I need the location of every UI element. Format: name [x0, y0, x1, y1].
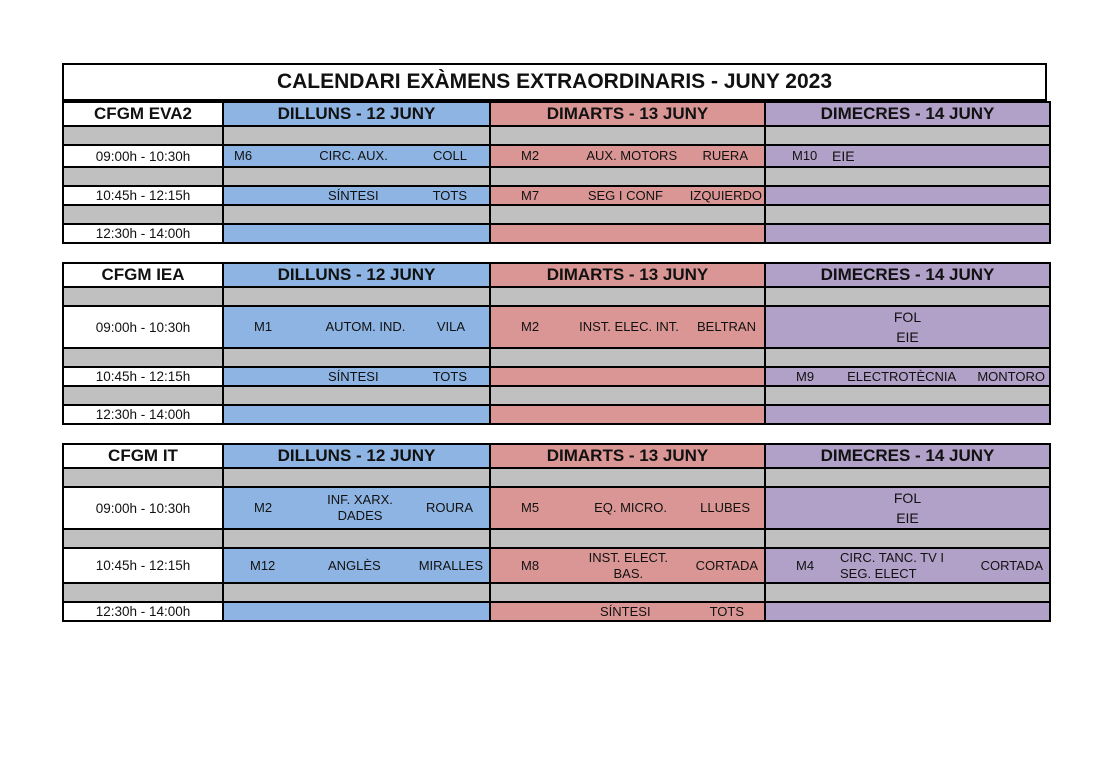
exam-cell-wednesday: [765, 186, 1050, 205]
exam-cell-wednesday: [765, 548, 1050, 583]
time-slot-row: [63, 405, 1050, 424]
time-slot-row: [63, 186, 1050, 205]
module-code: M2: [254, 500, 273, 515]
exam-cell-monday: [223, 548, 490, 583]
teacher-name: VILA: [436, 319, 465, 334]
module-code: M7: [521, 187, 540, 203]
subject-line: BAS.: [613, 565, 644, 581]
exam-cell-monday: [223, 306, 490, 348]
exam-cell-tuesday: [490, 487, 765, 529]
day-header-tuesday: DIMARTS - 13 JUNY: [490, 102, 765, 126]
gap-row: [63, 468, 1050, 487]
exam-cell-tuesday: [490, 224, 765, 243]
exam-cell-wednesday: [765, 487, 1050, 529]
teacher-name: TOTS: [709, 603, 744, 619]
calendar-title: CALENDARI EXÀMENS EXTRAORDINARIS - JUNY 2023: [62, 63, 1047, 101]
module-code: M4: [796, 557, 815, 573]
module-code: M9: [796, 368, 815, 384]
day-header-wednesday: DIMECRES - 14 JUNY: [765, 444, 1050, 468]
time-slot-row: [63, 224, 1050, 243]
exam-cell-wednesday: [765, 602, 1050, 621]
time-slot-row: [63, 306, 1050, 348]
subject-line: CIRC. TANC. TV I: [840, 549, 945, 565]
schedule-table-it: [62, 443, 1051, 622]
subject-name: AUTOM. IND.: [325, 319, 406, 334]
teacher-name: TOTS: [432, 187, 467, 203]
gap-row: [63, 583, 1050, 602]
time-slot-row: [63, 145, 1050, 167]
time-slot-label: 10:45h - 12:15h: [63, 186, 223, 205]
schedule-table-eva2: [62, 101, 1051, 244]
time-slot-label: 09:00h - 10:30h: [63, 145, 223, 167]
subject-name: FOL: [893, 309, 922, 325]
teacher-name: RUERA: [702, 148, 748, 163]
exam-cell-tuesday: [490, 186, 765, 205]
teacher-name: CORTADA: [695, 557, 758, 573]
exam-cell-tuesday: [490, 602, 765, 621]
module-code: M2: [521, 148, 540, 163]
teacher-name: MONTORO: [977, 368, 1045, 384]
subject-name: EQ. MICRO.: [594, 500, 668, 515]
subject-name: INST. ELEC. INT.: [579, 319, 679, 334]
subject-name: CIRC. AUX.: [319, 148, 388, 163]
gap-row: [63, 167, 1050, 186]
program-name: CFGM IT: [63, 444, 223, 468]
day-header-monday: DILLUNS - 12 JUNY: [223, 444, 490, 468]
teacher-name: ROURA: [426, 500, 473, 515]
subject-line: DADES: [337, 508, 383, 523]
exam-cell-monday: [223, 487, 490, 529]
module-code: M6: [234, 148, 253, 163]
subject-name: SÍNTESI: [327, 187, 379, 203]
gap-row: [63, 348, 1050, 367]
module-code: M12: [250, 557, 276, 573]
teacher-name: MIRALLES: [418, 557, 483, 573]
exam-cell-tuesday: [490, 306, 765, 348]
exam-cell-wednesday: [765, 405, 1050, 424]
subject-line: INF. XARX.: [327, 492, 393, 507]
time-slot-label: 12:30h - 14:00h: [63, 405, 223, 424]
gap-row: [63, 205, 1050, 224]
module-code: M10: [792, 148, 818, 163]
subject-name: [294, 492, 426, 524]
subject-name: SÍNTESI: [327, 368, 379, 384]
exam-cell-tuesday: [490, 405, 765, 424]
subject-name: EIE: [832, 148, 855, 164]
day-header-monday: DILLUNS - 12 JUNY: [223, 102, 490, 126]
time-slot-label: 12:30h - 14:00h: [63, 602, 223, 621]
exam-cell-wednesday: [765, 224, 1050, 243]
gap-row: [63, 386, 1050, 405]
module-code: M8: [521, 557, 540, 573]
subject-name: EIE: [896, 510, 919, 526]
day-header-tuesday: DIMARTS - 13 JUNY: [490, 263, 765, 287]
teacher-name: TOTS: [432, 368, 467, 384]
teacher-name: IZQUIERDO: [689, 187, 762, 203]
teacher-name: BELTRAN: [697, 319, 756, 334]
exam-cell-monday: [223, 405, 490, 424]
teacher-name: CORTADA: [980, 557, 1043, 573]
time-slot-label: 09:00h - 10:30h: [63, 306, 223, 348]
exam-cell-monday: [223, 224, 490, 243]
exam-cell-tuesday: [490, 548, 765, 583]
program-name: CFGM IEA: [63, 263, 223, 287]
subject-name: [826, 550, 981, 582]
schedule-table-iea: [62, 262, 1051, 425]
time-slot-row: [63, 487, 1050, 529]
subject-name: SÍNTESI: [599, 603, 651, 619]
time-slot-label: 10:45h - 12:15h: [63, 367, 223, 386]
subject-line: SEG. ELECT: [840, 565, 917, 581]
time-slot-label: 10:45h - 12:15h: [63, 548, 223, 583]
time-slot-row: [63, 367, 1050, 386]
day-header-wednesday: DIMECRES - 14 JUNY: [765, 102, 1050, 126]
subject-line: INST. ELECT.: [588, 549, 669, 565]
exam-cell-monday: [223, 367, 490, 386]
day-header-tuesday: DIMARTS - 13 JUNY: [490, 444, 765, 468]
module-code: M2: [521, 319, 540, 334]
exam-cell-wednesday: [765, 306, 1050, 348]
exam-cell-wednesday: [765, 367, 1050, 386]
time-slot-row: [63, 602, 1050, 621]
exam-cell-monday: [223, 602, 490, 621]
time-slot-row: [63, 548, 1050, 583]
exam-cell-wednesday: [765, 145, 1050, 167]
teacher-name: COLL: [433, 148, 467, 163]
day-header-wednesday: DIMECRES - 14 JUNY: [765, 263, 1050, 287]
day-header-monday: DILLUNS - 12 JUNY: [223, 263, 490, 287]
subject-name: ELECTROTÈCNIA: [847, 368, 957, 384]
gap-row: [63, 126, 1050, 145]
subject-name: AUX. MOTORS: [586, 148, 678, 163]
subject-name: ANGLÈS: [327, 557, 381, 573]
exam-cell-tuesday: [490, 145, 765, 167]
exam-cell-monday: [223, 145, 490, 167]
time-slot-label: 12:30h - 14:00h: [63, 224, 223, 243]
program-name: CFGM EVA2: [63, 102, 223, 126]
subject-name: EIE: [896, 329, 919, 345]
subject-name: FOL: [893, 490, 922, 506]
exam-cell-monday: [223, 186, 490, 205]
exam-cell-tuesday: [490, 367, 765, 386]
module-code: M1: [254, 319, 273, 334]
subject-name: [561, 550, 696, 582]
time-slot-label: 09:00h - 10:30h: [63, 487, 223, 529]
teacher-name: LLUBES: [700, 500, 750, 515]
gap-row: [63, 287, 1050, 306]
module-code: M5: [521, 500, 540, 515]
gap-row: [63, 529, 1050, 548]
subject-name: SEG I CONF: [587, 187, 663, 203]
